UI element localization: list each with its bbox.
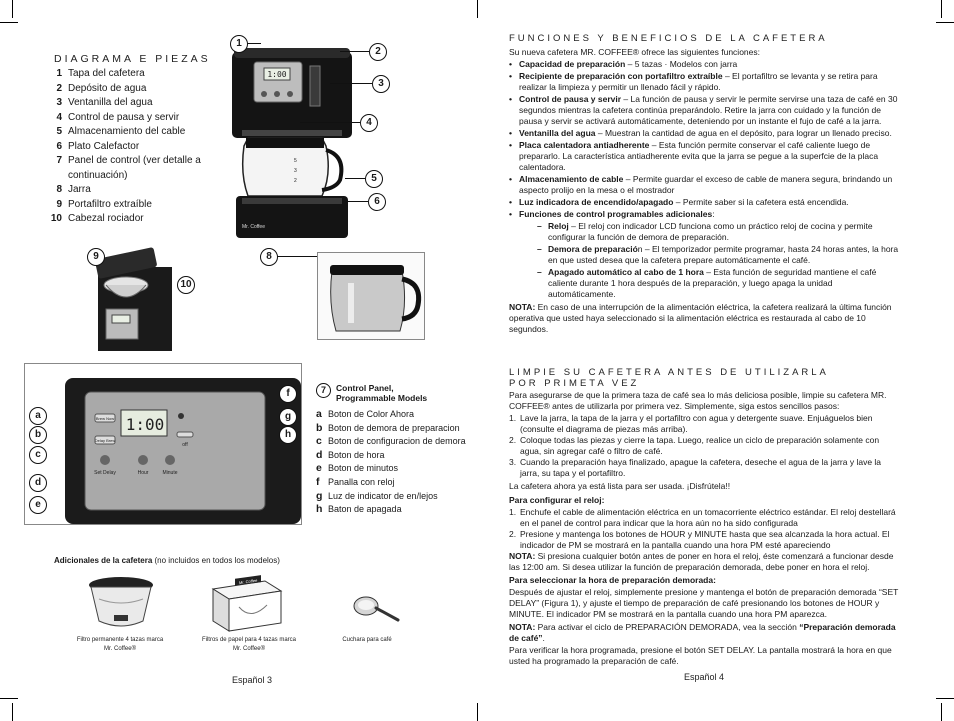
- feature-name: Ventanilla del agua: [519, 128, 596, 138]
- control-letter: c: [316, 435, 322, 448]
- feature-name: Luz indicadora de encendido/apagado: [519, 197, 674, 207]
- numbered-step: [509, 507, 901, 529]
- part-number: 3: [56, 97, 62, 108]
- lcd-readout: 1:00: [125, 415, 165, 434]
- part-label: Panel de control (ver detalle a continuación): [68, 155, 201, 181]
- control-label: Boton de demora de preparacion: [328, 422, 460, 433]
- parts-list-item: [48, 183, 208, 198]
- feature-description: – 5 tazas · Modelos con jarra: [625, 59, 738, 69]
- svg-text:Delay Brew: Delay Brew: [94, 438, 116, 443]
- step-number: 2.: [509, 529, 517, 539]
- feature-name: Almacenamiento de cable: [519, 174, 624, 184]
- feature-name: Capacidad de preparación: [519, 59, 626, 69]
- accessory-caption-paper: Filtros de papel para 4 tazas marca Mr. Coffee®: [201, 637, 297, 652]
- leader-line: [348, 201, 368, 202]
- bullet-icon: •: [509, 209, 512, 219]
- gutter-mark: [477, 0, 478, 18]
- part-label: Cabezal rociador: [68, 213, 144, 224]
- crop-mark: [941, 0, 942, 18]
- dash-icon: –: [537, 267, 542, 277]
- control-panel-legend: [316, 383, 476, 517]
- control-label: Panalla con reloj: [328, 476, 395, 487]
- step-text: Enchufe el cable de alimentación eléctrica en un tomacorriente eléctrico estándar. El reloj destellará en el panel de control para indicar que la hora aún no ha sido configurada: [520, 507, 896, 528]
- lid: [234, 48, 350, 58]
- cleaning-title: LIMPIE SU CAFETERA ANTES DE UTILIZARLA POR PRIMETA VEZ: [509, 367, 829, 389]
- part-label: Tapa del cafetera: [68, 68, 145, 79]
- bullet-icon: •: [509, 71, 512, 81]
- part-number: 1: [56, 68, 62, 79]
- accessories-heading: [54, 556, 280, 565]
- feature-name: Reloj: [548, 221, 569, 231]
- feature-description: – La función de pausa y servir le permite servirse una taza de café en 30 segundos mientras la cafetera continúa preparándolo. Retire la jarra con cuidado y la función de pausa y servir se activará automáticamente, deteniendo por un instante el fujo de café a la jarra.: [519, 94, 898, 126]
- delay-title: Para seleccionar la hora de preparación demorada:: [509, 575, 716, 585]
- control-panel-item: [316, 462, 476, 476]
- parts-list-item: [48, 125, 208, 140]
- control-label: Baton de apagada: [328, 504, 402, 515]
- feature-item: [509, 140, 901, 173]
- control-panel-item: [316, 435, 476, 449]
- bullet-icon: •: [509, 197, 512, 207]
- control-letter: a: [316, 408, 322, 420]
- parts-list-item: [48, 67, 208, 82]
- leader-line: [300, 122, 360, 123]
- page-number-left: Español 3: [232, 675, 273, 685]
- callout-g: g: [279, 408, 297, 426]
- callout-3: 3: [372, 75, 390, 93]
- callout-9: 9: [87, 248, 105, 266]
- permanent-filter-illustration: [86, 575, 156, 629]
- callout-4: 4: [360, 114, 378, 132]
- leader-line: [345, 178, 365, 179]
- note-clock: NOTA: Si presiona cualquier botón antes de poner en hora el reloj, éste comenzará a funcionar desde las 12:00 am. Si desea utilizar la función de preparación demorada, debe poner en hora el reloj.: [509, 551, 894, 572]
- thermal-carafe-illustration: [318, 253, 424, 339]
- feature-text: [519, 174, 901, 196]
- control-letter: e: [316, 462, 322, 475]
- bullet-icon: •: [509, 174, 512, 184]
- crop-mark: [936, 698, 954, 699]
- part-number: 8: [56, 184, 62, 195]
- water-window: [310, 66, 320, 106]
- dash-icon: –: [537, 244, 542, 254]
- dash-icon: –: [537, 221, 542, 231]
- callout-a: a: [29, 407, 47, 425]
- feature-description: :: [712, 209, 715, 219]
- filter-basket-inset: [92, 247, 180, 351]
- callout-h: h: [279, 426, 297, 444]
- step-text: Cuando la preparación haya finalizado, apague la cafetera, deseche el agua de la jarra y lave la jarra, su tapa y el portafiltro.: [520, 457, 882, 478]
- callout-5: 5: [365, 170, 383, 188]
- control-panel-item: [316, 476, 476, 490]
- part-number: 4: [56, 111, 62, 123]
- feature-text: [548, 221, 901, 243]
- feature-item: [509, 94, 901, 127]
- feature-description: n – El temporizador permite programar, hasta 24 horas antes, la hora en que usted desea que la cafetera prepare automáticamente el café.: [548, 244, 899, 265]
- programmable-feature-item: [537, 221, 901, 243]
- feature-text: [519, 128, 892, 139]
- feature-name: Placa calentadora antiadherente: [519, 140, 650, 150]
- gutter-mark: [477, 703, 478, 721]
- step-number: 1.: [509, 507, 517, 517]
- programmable-feature-item: [537, 267, 901, 300]
- svg-text:Hour: Hour: [137, 470, 149, 476]
- control-letter: g: [316, 489, 323, 502]
- features-intro: Su nueva cafetera MR. COFFEE® ofrece las siguientes funciones:: [509, 47, 760, 57]
- cleaning-outro: La cafetera ahora ya está lista para ser usada. ¡Disfrútela!!: [509, 481, 731, 491]
- feature-name: Control de pausa y servir: [519, 94, 622, 104]
- svg-text:Brew Now: Brew Now: [95, 416, 115, 421]
- callout-c: c: [29, 446, 47, 464]
- numbered-step: [509, 529, 901, 551]
- parts-list-item: [48, 198, 208, 213]
- feature-text: [548, 244, 901, 266]
- programmable-features-list: [509, 221, 901, 300]
- feature-name: Recipiente de preparación con portafiltro extraíble: [519, 71, 723, 81]
- part-label: Almacenamiento del cable: [68, 126, 186, 137]
- callout-10: 10: [177, 276, 195, 294]
- feature-text: [519, 59, 737, 70]
- feature-text: [519, 94, 901, 127]
- bullet-icon: •: [509, 59, 512, 69]
- parts-list-item: [48, 154, 208, 183]
- feature-description: – Permite guardar el exceso de cable de manera segura, brindando un aspecto prolijo en la mesa o el mostrador: [519, 174, 893, 195]
- control-panel-title: Control Panel,: [336, 383, 394, 393]
- part-label: Ventanilla del agua: [68, 97, 153, 108]
- note-delay: NOTA: Para activar el ciclo de PREPARACIÓN DEMORADA, vea la sección “Preparación demorada de café”.: [509, 622, 896, 643]
- accessories-title: Adicionales de la cafetera: [54, 556, 153, 565]
- parts-list-item: [48, 140, 208, 155]
- feature-item: [509, 71, 901, 93]
- leader-line: [340, 51, 369, 52]
- feature-text: [519, 197, 849, 208]
- brand-logo: Mr. Coffee: [242, 224, 265, 230]
- clock-steps: [509, 507, 901, 551]
- svg-text:2: 2: [294, 178, 297, 184]
- feature-text: [519, 209, 715, 220]
- step-number: 2.: [509, 435, 517, 445]
- note-power: NOTA: En caso de una interrupción de la alimentación eléctrica, la cafetera realizará la última función operativa que usted haya seleccionado si la alimentación eléctrica es restaurada al cabo de 10 segundos.: [509, 302, 892, 334]
- svg-text:off: off: [182, 442, 188, 448]
- part-number: 6: [56, 140, 62, 152]
- feature-item: [509, 128, 901, 139]
- callout-7: 7: [316, 383, 331, 398]
- accessory-caption-filter: Filtro permanente 4 tazas marca Mr. Coffee®: [76, 637, 164, 652]
- control-panel-item: [316, 449, 476, 463]
- clock-title: Para configurar el reloj:: [509, 495, 605, 505]
- part-number: 2: [56, 82, 62, 94]
- feature-description: – Permite saber si la cafetera está encendida.: [673, 197, 849, 207]
- control-panel-item: [316, 503, 476, 517]
- callout-6: 6: [368, 193, 386, 211]
- step-text: Coloque todas las piezas y cierre la tapa. Luego, realice un ciclo de preparación solamente con agua, sin agregar café o filtro de café.: [520, 435, 880, 456]
- callout-2: 2: [369, 43, 387, 61]
- page-number-right: Español 4: [684, 672, 725, 682]
- control-panel-item: [316, 422, 476, 436]
- step-text: Lave la jarra, la tapa de la jarra y el portafiltro con agua y detergente suave. Enjuáguelos bien (consulte el diagrama de piezas más arriba).: [520, 413, 873, 434]
- feature-text: [519, 71, 901, 93]
- feature-name: Apagado automático al cabo de 1 hora: [548, 267, 704, 277]
- control-panel-list: [316, 408, 476, 517]
- part-label: Portafiltro extraíble: [68, 198, 152, 210]
- control-letter: f: [316, 475, 320, 488]
- feature-name: Demora de preparació: [548, 244, 638, 254]
- cleaning-section: [509, 390, 901, 668]
- features-list: [509, 59, 901, 220]
- svg-text:Mr. Coffee: Mr. Coffee: [239, 577, 258, 586]
- control-letter: d: [316, 448, 323, 461]
- bullet-icon: •: [509, 128, 512, 138]
- accessories-note: (no incluidos en todos los modelos): [154, 556, 280, 565]
- control-label: Luz de indicator de en/lejos: [328, 490, 438, 501]
- pause-serve-strip: [242, 130, 342, 136]
- svg-text:3: 3: [294, 168, 297, 174]
- feature-item: [509, 174, 901, 196]
- feature-description: – El reloj con indicador LCD funciona como un práctico reloj de cocina y permite configurar la función de demora de preparación.: [548, 221, 873, 242]
- crop-mark: [936, 22, 954, 23]
- step-number: 1.: [509, 413, 517, 423]
- crop-mark: [941, 703, 942, 721]
- feature-description: – El portafiltro se levanta y se retira para realizar la limpieza y permitir un llenado fácil y rápido.: [519, 71, 878, 92]
- feature-text: [548, 267, 901, 300]
- part-label: Jarra: [68, 184, 91, 195]
- paper-filter-box-illustration: [205, 575, 285, 633]
- crop-mark: [0, 698, 18, 699]
- control-panel-subtitle: Programmable Models: [336, 393, 428, 403]
- cleaning-steps: [509, 413, 901, 479]
- open-lid-illustration: [92, 247, 180, 351]
- part-label: Control de pausa y servir: [68, 111, 180, 123]
- coffee-scoop-illustration: [352, 592, 400, 624]
- numbered-step: [509, 413, 901, 435]
- callout-1: 1: [230, 35, 248, 53]
- control-panel-item: [316, 490, 476, 504]
- part-number: 7: [56, 155, 62, 166]
- feature-description: – Esta función de seguridad mantiene el café caliente durante 1 hora después de la preparación, y luego apaga la unidad automáticamente.: [548, 267, 877, 299]
- control-panel-illustration: [25, 364, 301, 524]
- crop-mark: [12, 0, 13, 18]
- carafe-inset: [317, 252, 425, 340]
- coffee-maker-illustration: [222, 46, 362, 246]
- control-panel-detail: [24, 363, 302, 525]
- crop-mark: [12, 703, 13, 721]
- bullet-icon: •: [509, 94, 512, 104]
- parts-list-item: [48, 96, 208, 111]
- feature-description: – Esta función permite conservar el café caliente luego de prepararlo. La característica antiadherente evita que la jarra se pegue a la superfcie de la placa calentadora.: [519, 140, 879, 172]
- feature-text: [519, 140, 901, 173]
- features-section: [509, 47, 901, 336]
- control-label: Boton de configuracion de demora: [328, 436, 466, 447]
- part-label: Depósito de agua: [68, 82, 147, 94]
- leader-line: [247, 43, 261, 44]
- feature-item: [509, 197, 901, 208]
- programmable-feature-item: [537, 244, 901, 266]
- numbered-step: [509, 435, 901, 457]
- control-letter: h: [316, 503, 323, 516]
- feature-item: [509, 59, 901, 70]
- svg-text:Minute: Minute: [162, 470, 178, 476]
- step-number: 3.: [509, 457, 517, 467]
- control-letter: b: [316, 421, 323, 434]
- parts-list: [48, 67, 208, 227]
- svg-text:1:00: 1:00: [267, 70, 287, 79]
- parts-list-item: [48, 212, 208, 227]
- callout-8: 8: [260, 248, 278, 266]
- delay-text: Después de ajustar el reloj, simplemente presione y mantenga el botón de preparación demorada “SET DELAY” (Figura 1), y ajuste el tiempo de preparación de café presionando los botones de HOUR y MINUTE. El indicador PM se mostrará en la pantalla cuando una hora PM aparezca.: [509, 587, 899, 619]
- crop-mark: [0, 22, 18, 23]
- numbered-step: [509, 457, 901, 479]
- step-text: Presione y mantenga los botones de HOUR y MINUTE hasta que sea alcanzada la hora actual. El indicador de PM se mostrará en la pantalla cuando una hora PM esté apareciendo: [520, 529, 890, 550]
- control-label: Boton de hora: [328, 449, 385, 460]
- accessory-caption-scoop: Cuchara para café: [342, 637, 392, 643]
- callout-f: f: [279, 385, 297, 403]
- feature-description: – Muestran la cantidad de agua en el depósito, para lograr un llenado preciso.: [595, 128, 892, 138]
- leader-line: [330, 83, 372, 84]
- part-number: 9: [56, 198, 62, 210]
- parts-list-item: [48, 82, 208, 97]
- control-label: Boton de Color Ahora: [328, 409, 415, 419]
- svg-text:Set Delay: Set Delay: [94, 470, 116, 476]
- callout-d: d: [29, 474, 47, 492]
- part-number: 10: [50, 213, 62, 224]
- features-title: FUNCIONES Y BENEFICIOS DE LA CAFETERA: [509, 33, 828, 44]
- leader-line: [277, 256, 317, 257]
- control-panel-item: [316, 408, 476, 422]
- svg-text:5: 5: [294, 158, 297, 164]
- feature-item: [509, 209, 901, 220]
- feature-name: Funciones de control programables adicionales: [519, 209, 713, 219]
- callout-e: e: [29, 496, 47, 514]
- parts-diagram-title: DIAGRAMA E PIEZAS: [54, 53, 211, 65]
- control-label: Boton de minutos: [328, 463, 399, 474]
- cleaning-intro: Para asegurarse de que la primera taza de café sea lo más deliciosa posible, limpie su cafetera MR. COFFEE® antes de utilizarla por primera vez. Simplemente, siga estos sencillos pasos:: [509, 390, 887, 411]
- parts-list-item: [48, 111, 208, 126]
- verify-text: Para verificar la hora programada, presione el botón SET DELAY. La pantalla mostrará la hora en que usted ha programado la preparación de café.: [509, 645, 892, 666]
- part-label: Plato Calefactor: [68, 140, 140, 152]
- callout-b: b: [29, 426, 47, 444]
- part-number: 5: [56, 126, 62, 137]
- bullet-icon: •: [509, 140, 512, 150]
